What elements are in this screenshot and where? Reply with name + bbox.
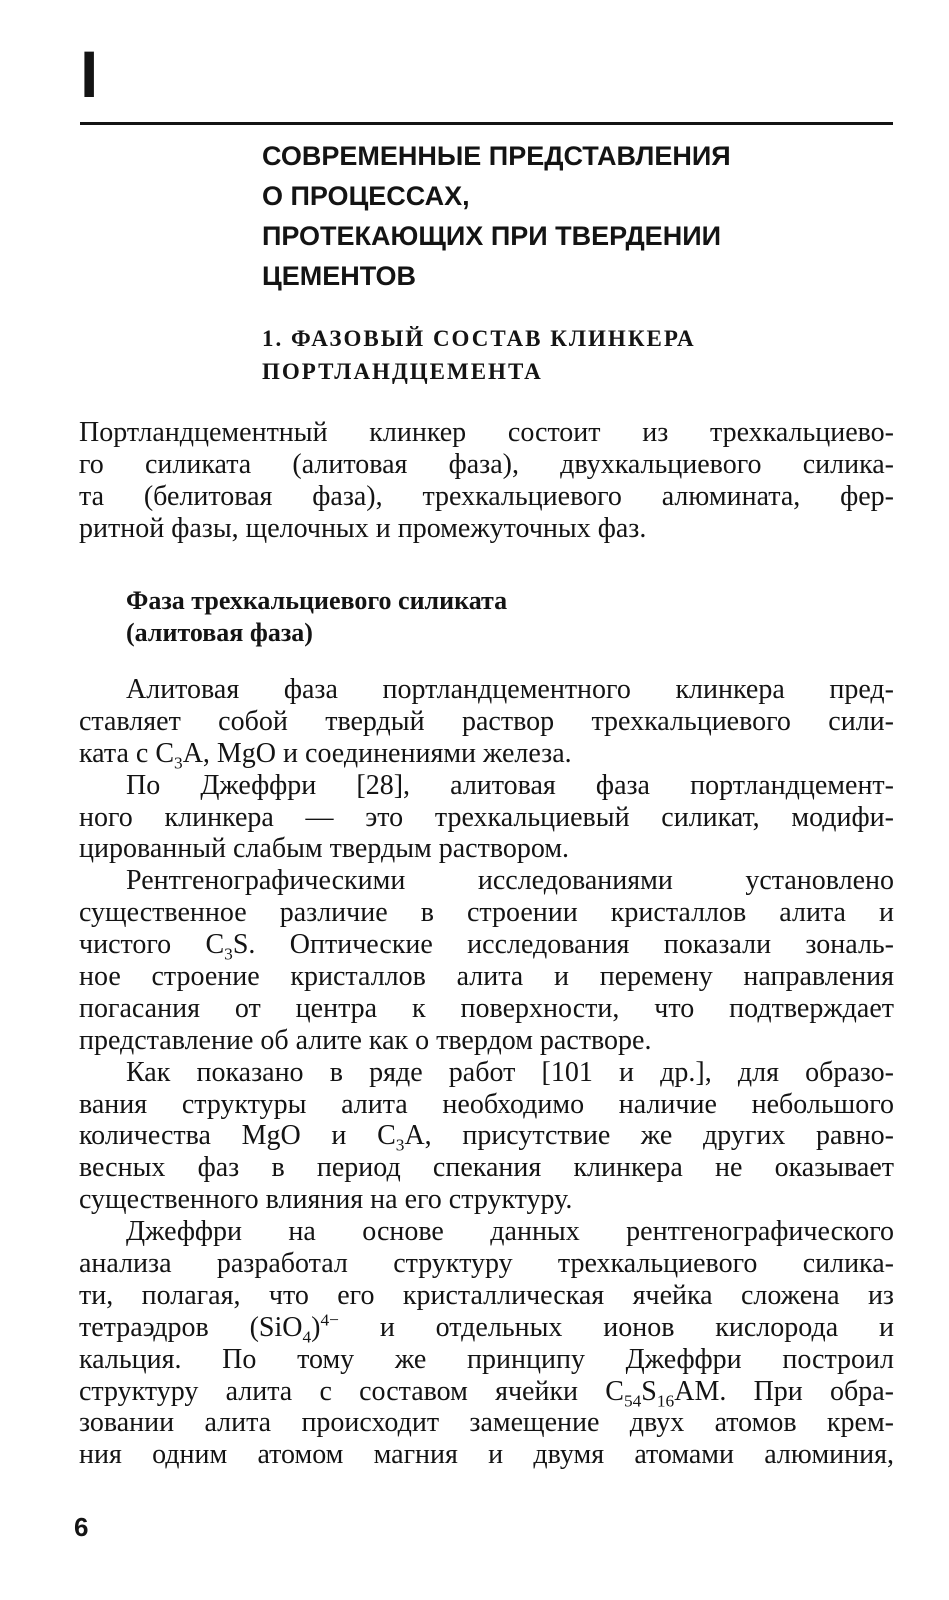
body-text (79, 674, 894, 1471)
text-line: вания структуры алита необходимо наличие небольшого (79, 1088, 894, 1120)
text-line: существенного влияния на его структуру. (79, 1184, 573, 1216)
text-line: ти, полагая, что его кристаллическая ячейка сложена из (79, 1279, 894, 1311)
text-line: зовании алита происходит замещение двух атомов крем- (79, 1407, 894, 1439)
text-line-formula: структуру алита с составом ячейки $C_{54}S_{16}AM$. При обра- (79, 1375, 894, 1411)
text-line: Алитовая фаза портландцементного клинкера пред- (126, 674, 894, 705)
chapter-title-line: О ПРОЦЕССАХ, (262, 181, 470, 211)
chapter-rule (80, 122, 893, 125)
text-line: цированный слабым твердым раствором. (79, 833, 570, 865)
section-title-line: 1. ФАЗОВЫЙ СОСТАВ КЛИНКЕРА (262, 326, 696, 351)
text-line-formula: количества MgO и $C_3A$, присутствие же других равно- (79, 1120, 894, 1156)
text-line-formula: ката с $C_3A$, MgO и соединениями железа. (79, 737, 572, 773)
text-line: Портландцементный клинкер состоит из трехкальциево- (79, 417, 894, 448)
text-line: ритной фазы, щелочных и промежуточных фаз. (79, 512, 647, 544)
text-line: существенное различие в строении кристаллов алита и (79, 897, 894, 929)
chapter-number: I (80, 37, 99, 111)
subsection-title-line: (алитовая фаза) (126, 618, 313, 647)
chapter-title-line: ЦЕМЕНТОВ (262, 261, 417, 291)
text-line: весных фаз в период спекания клинкера не оказывает (79, 1152, 894, 1184)
text-line: Как показано в ряде работ [101 и др.], для образо- (126, 1056, 894, 1088)
text-line: кальция. По тому же принципу Джеффри построил (79, 1343, 894, 1375)
text-line: погасания от центра к поверхности, что подтверждает (79, 992, 894, 1024)
subsection-title-line: Фаза трехкальциевого силиката (126, 586, 508, 615)
section-title (262, 322, 862, 388)
text-line: ное строение кристаллов алита и перемену направления (79, 961, 894, 993)
text-line: Рентгенографическими исследованиями установлено (126, 865, 894, 897)
text-line-formula: чистого $C_3S$. Оптические исследования показали зональ- (79, 929, 895, 964)
text-line: По Джеффри [28], алитовая фаза портландцемент- (126, 769, 894, 801)
chapter-title (262, 136, 862, 296)
text-line: та (белитовая фаза), трехкальциевого алюмината, фер- (79, 480, 894, 512)
text-line: ставляет собой твердый раствор трехкальциевого сили- (79, 705, 894, 737)
section-title-line: ПОРТЛАНДЦЕМЕНТА (262, 359, 543, 384)
text-line: ния одним атомом магния и двумя атомами алюминия, (79, 1439, 894, 1471)
text-line-formula: тетраэдров $(SiO_4)^{4-}$ и отдельных ионов кислорода и (79, 1310, 894, 1347)
page-number: 6 (74, 1512, 89, 1542)
text-line: го силиката (алитовая фаза), двухкальциевого силика- (79, 448, 894, 480)
text-line: анализа разработал структуру трехкальциевого силика- (79, 1248, 894, 1280)
chapter-title-line: ПРОТЕКАЮЩИХ ПРИ ТВЕРДЕНИИ (262, 221, 721, 251)
chapter-title-line: СОВРЕМЕННЫЕ ПРЕДСТАВЛЕНИЯ (262, 141, 731, 171)
text-line: ного клинкера — это трехкальциевый силикат, модифи- (79, 801, 894, 833)
text-line: представление об алите как о твердом растворе. (79, 1024, 652, 1056)
text-line: Джеффри на основе данных рентгенографического (126, 1216, 894, 1248)
subsection-title (126, 585, 826, 649)
intro-paragraph (79, 417, 894, 545)
